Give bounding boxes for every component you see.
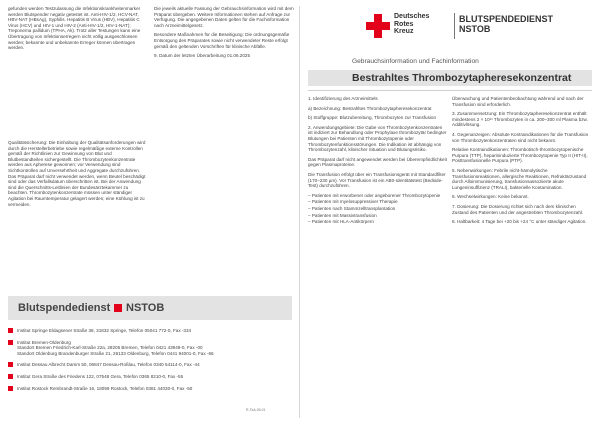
list-item <box>8 328 294 334</box>
paragraph: Die jeweils aktuelle Fassung der Gebrauchsinformation wird mit dem Präparat übergeben. Weitere Informationen stehen auf Anfrage zur Verfügung. Die angegebenen Daten gelten für die Fachinformation nach Arzneimittelgesetz. <box>154 6 294 28</box>
paragraph: 6. Wechselwirkungen: Keine bekannt. <box>452 194 529 200</box>
list-item <box>8 362 294 368</box>
list-item <box>8 374 294 380</box>
red-bullet-icon <box>8 374 13 379</box>
red-bullet-icon <box>8 340 13 345</box>
banner-name: Blutspendedienst <box>18 302 111 314</box>
list-item: – Patienten nach Stammzelltransplantation <box>308 205 396 211</box>
list-item <box>8 340 294 357</box>
logo-org-name: Deutsches Rotes Kreuz <box>394 13 430 35</box>
red-bullet-icon <box>8 386 13 391</box>
red-bullet-icon <box>8 362 13 367</box>
revision-date: 9. Datum der letzten Überarbeitung 01.06.2025 <box>154 53 251 59</box>
red-cross-icon <box>366 14 390 38</box>
paragraph: gefunden werden Testzulassung die Infektionskrankheitenmarker werden Blutspender negativ getestet ist. Anti-HIV-1/2, HCV-NAT, HBV-NAT (HBsAg), Syphilis. Hepatitis B Virus (HBV), Hepatitis C Virus (HCV) und HIV-1 und HIV-2 (Anti-HIV-1/2, HIV-1-NAT); Treponema pallidum (TPHA, Ak). Trotz aller Testungen kann eine Übertragung von Infektionserregern nicht völlig ausgeschlossen werden; bekannte und unbekannte Erreger können übertragen werden. <box>8 6 141 51</box>
paragraph: 4. Gegenanzeigen: Absolute Kontraindikationen für die Transfusion von Thrombozytenkonzentraten sind nicht bekannt. <box>452 131 589 143</box>
institute-address: Institut Springe Eldagsener Straße 38, 31832 Springe, Telefon 05041 772-0, Fax -334 <box>17 328 192 333</box>
document-code: R-TkA-05-01 <box>246 408 266 412</box>
document-subtitle: Gebrauchsinformation und Fachinformation <box>352 58 479 65</box>
paragraph: Besondere Maßnahmen für die Beseitigung: Die ordnungsgemäße Entsorgung des Präparates sowie nicht verwendeter Reste erfolgt gemäß den geltenden Vorschriften für klinische Abfälle. <box>154 32 290 49</box>
paragraph: 8. Haltbarkeit: 4 Tage bei +20 bis +24 °C unter ständiger Agitation. <box>452 219 587 225</box>
title-underline <box>308 90 592 91</box>
paragraph: Die Transfusion erfolgt über ein Transfusionsgerät mit Standardfilter (170–230 µm). Vor Transfusion ist ein AB0-Identitätstest (Bedside-Test) durchzuführen. <box>308 171 446 189</box>
left-column-1-bottom <box>8 140 148 211</box>
page-title: Bestrahltes Thrombozytapheresekonzentrat <box>352 72 572 84</box>
paragraph: Relative Kontraindikationen: Thrombotisch-thrombozytopenische Purpura (TTP), heparininduzierte Thrombozytopenie Typ II (HIT-II), Posttransfusionelle Purpura (PTP). <box>452 147 588 164</box>
paragraph: Das Präparat darf nicht angewendet werden bei Überempfindlichkeit gegen Plasmaproteine. <box>308 156 447 168</box>
list-item: – Patienten mit erworbener oder angeborener Thrombozytopenie <box>308 192 441 198</box>
right-column-2 <box>452 96 592 229</box>
paragraph: Überwachung und Patientenbeobachtung während und nach der Transfusion sind erforderlich. <box>452 96 584 107</box>
institute-address: Institut Gera Straße des Friedens 122, 07548 Gera, Telefon 0365 8210-0, Fax -55 <box>17 373 184 379</box>
right-column-1 <box>308 96 448 226</box>
list-item: – Patienten mit Massivtransfusion <box>308 212 377 218</box>
banner-abbr: NSTOB <box>126 302 165 314</box>
institute-address: Institut Bremen-Oldenburg Standort Bremen Friedrich-Karl-Straße 22a, 28205 Bremen, Telefon 0421 43949-0, Fax -00 Standort Oldenburg Brandenburger Straße 21, 26133 Oldenburg, Telefon 0441 94001-0, Fax -66 <box>17 339 214 356</box>
logo-separator <box>454 13 455 39</box>
paragraph: 1. Identifizierung des Arzneimittels <box>308 96 378 101</box>
title-band <box>308 70 592 86</box>
list-item: – Patienten mit myelosuppressiver Therapie <box>308 199 398 205</box>
red-bullet-icon <box>8 328 13 333</box>
paragraph: Qualitätssicherung: Die Einhaltung der Qualitätsanforderungen wird durch die Herstellerbetriebe sowie regelmäßige externe Kontrollen gemäß der Richtlinien zur Gewinnung von Blut und Blutbestandteilen sichergestellt. Die Thrombozytenkonzentrate werden aus Apherese gewonnen; vor Verwendung sind Sichtkontrollen auf Unversehrtheit und Aggregate durchzuführen. Das Präparat darf nicht verwendet werden, wenn Beutel beschädigt sind oder das Verfallsdatum überschritten ist. Bei der Anwendung sind die Querschnitts-Leitlinien der Bundesärztekammer zu beachten. Thrombozytenkonzentrate müssen unter ständiger Agitation bei Raumtemperatur gelagert werden; eine Kühlung ist zu vermeiden. <box>8 140 146 207</box>
institute-list <box>8 328 294 397</box>
list-item <box>8 386 294 392</box>
paragraph: 7. Dosierung: Die Dosierung richtet sich nach dem klinischen Zustand des Patienten und der angestrebten Thrombozytenzahl. <box>452 203 584 215</box>
paragraph: b) Stoffgruppe: Blutzubereitung, Thrombozyten zur Transfusion <box>308 115 437 121</box>
institute-address: Institut Dessau Albrecht Damm 50, 06847 Dessau-Roßlau, Telefon 0340 54114-0, Fax -44 <box>17 362 200 368</box>
list-item: – Patienten mit HLA-Antikörpern <box>308 219 374 225</box>
institute-address: Institut Rostock Rembrandt-Straße 16, 18059 Rostock, Telefon 0381 44030-0, Fax -50 <box>17 385 193 391</box>
paragraph: 5. Nebenwirkungen: Febrile nicht-hämolytische Transfusionsreaktionen, allergische Reaktionen, Refraktärzustand durch Alloimmunisierung, transfusionsassoziierte akute Lungeninsuffizienz (TRALI), bakterielle Kontamination. <box>452 167 587 190</box>
red-square-icon <box>114 304 122 312</box>
paragraph: 3. Zusammensetzung: Ein Thrombozytapheresekonzentrat enthält mindestens 2 × 10¹¹ Thrombozyten in ca. 200–300 ml Plasma bzw. Additivlösung. <box>452 111 588 128</box>
page-fold-divider <box>299 6 300 418</box>
blutspendedienst-banner <box>8 296 292 320</box>
left-column-1-top <box>8 6 148 55</box>
paragraph: a) Bezeichnung: Bestrahltes Thrombozytapheresekonzentrat <box>308 105 432 111</box>
logo-service-name: BLUTSPENDEDIENST NSTOB <box>459 14 554 34</box>
paragraph: 2. Anwendungsgebiete: Die Gabe von Thrombozytenkonzentraten ist indiziert zur Behandlung oder Prophylaxe thrombozytär bedingter Blutungen bei Patienten mit Thrombozytopenie oder Thrombozytenfunktionsstörungen. Die Indikation ist abhängig von Thrombozytenzahl, klinischer Situation und Blutungsrisiko. <box>308 124 447 153</box>
left-column-2 <box>154 6 294 63</box>
